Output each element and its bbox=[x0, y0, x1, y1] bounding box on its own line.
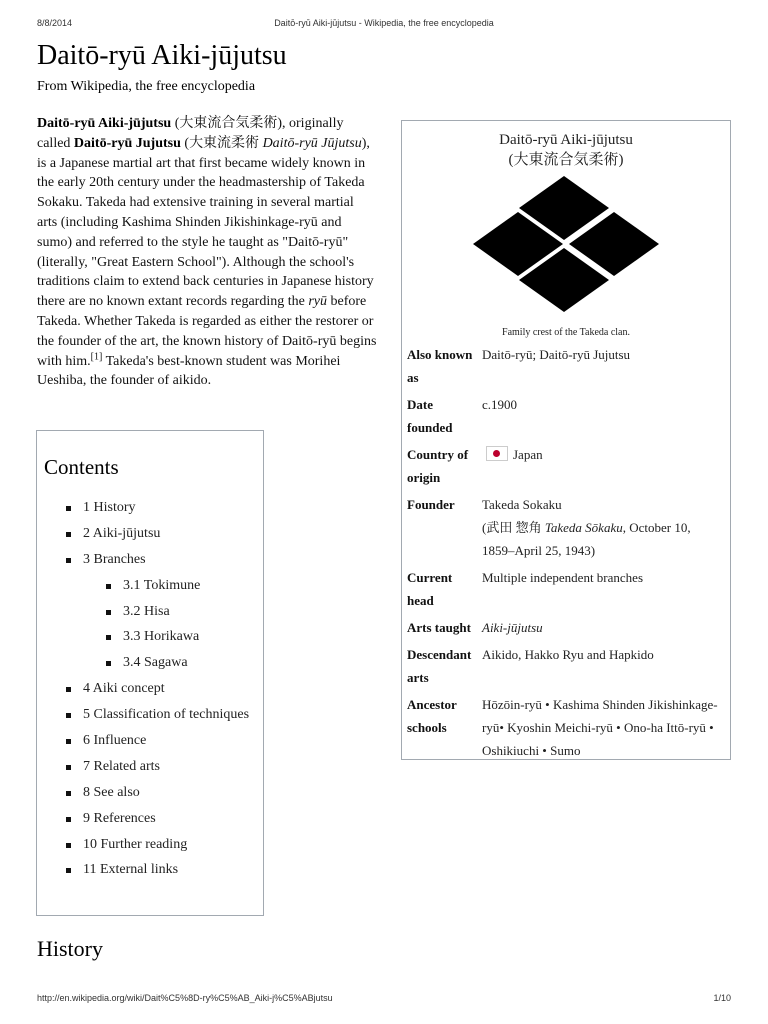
toc-item-further-reading[interactable]: 10 Further reading bbox=[37, 835, 263, 861]
infobox-value bbox=[481, 616, 725, 643]
infobox-title bbox=[402, 130, 730, 170]
toc-item-tokimune[interactable]: 3.1 Tokimune bbox=[37, 576, 263, 602]
toc-list bbox=[37, 498, 263, 886]
page-title: Daitō-ryū Aiki-jūjutsu bbox=[37, 40, 287, 71]
toc-item-horikawa[interactable]: 3.3 Horikawa bbox=[37, 627, 263, 653]
infobox-value: Hōzōin-ryū • Kashima Shinden Jikishinkage-ryū• Kyoshin Meichi-ryū • Ono-ha Ittō-ryū • Oshikiuchi • Sumo bbox=[482, 697, 718, 758]
infobox-row-aka bbox=[407, 343, 725, 393]
intro-text: ( bbox=[180, 135, 190, 151]
intro-native-name: 大東流合気柔術 bbox=[179, 116, 278, 131]
infobox-value: Multiple independent branches bbox=[482, 570, 644, 585]
infobox-value: Aikido, Hakko Ryu and Hapkido bbox=[482, 647, 654, 662]
intro-ryu-term: ryū bbox=[308, 294, 328, 310]
citation-link-1[interactable]: [1] bbox=[90, 350, 103, 362]
infobox bbox=[401, 120, 731, 760]
toc-item-sagawa[interactable]: 3.4 Sagawa bbox=[37, 653, 263, 679]
print-url: http://en.wikipedia.org/wiki/Dait%C5%8D-ry%C5%AB_Aiki-j%C5%ABjutsu bbox=[37, 993, 333, 1003]
toc-item-hisa[interactable]: 3.2 Hisa bbox=[37, 602, 263, 628]
intro-native-alt-name: 大東流柔術 bbox=[189, 135, 260, 151]
infobox-value: c.1900 bbox=[482, 397, 518, 412]
infobox-row-country bbox=[407, 443, 725, 493]
toc-item-related-arts[interactable]: 7 Related arts bbox=[37, 757, 263, 783]
infobox-row-founder bbox=[407, 493, 725, 566]
crest-caption: Family crest of the Takeda clan. bbox=[502, 327, 630, 338]
intro-text: ( bbox=[171, 116, 180, 131]
infobox-label: Arts taught bbox=[407, 620, 471, 635]
toc-item-classification[interactable]: 5 Classification of techniques bbox=[37, 705, 263, 731]
infobox-table bbox=[407, 343, 725, 766]
infobox-row-arts bbox=[407, 616, 725, 643]
table-of-contents bbox=[36, 430, 264, 916]
japan-flag-icon bbox=[486, 446, 508, 461]
intro-romanized-alt-name: Daitō-ryū Jūjutsu bbox=[262, 135, 362, 151]
toc-item-see-also[interactable]: 8 See also bbox=[37, 783, 263, 809]
founder-romanized: Takeda Sōkaku bbox=[544, 520, 623, 535]
toc-item-external-links[interactable]: 11 External links bbox=[37, 860, 263, 886]
intro-bold-title: Daitō-ryū Aiki-jūjutsu bbox=[37, 116, 172, 131]
toc-item-aiki-concept[interactable]: 4 Aiki concept bbox=[37, 679, 263, 705]
intro-text: ), originally called bbox=[37, 116, 344, 151]
infobox-label: Also known as bbox=[407, 347, 473, 385]
founder-dates: , October 10, 1859–April 25, 1943) bbox=[482, 520, 691, 558]
country-link[interactable]: Japan bbox=[513, 447, 543, 462]
print-page-number: 1/10 bbox=[713, 993, 731, 1003]
intro-bold-alt-name: Daitō-ryū Jujutsu bbox=[73, 135, 181, 151]
infobox-title-name: Daitō-ryū Aiki-jūjutsu bbox=[499, 132, 633, 148]
founder-native: (武田 惣角 bbox=[482, 520, 545, 535]
toc-heading: Contents bbox=[44, 455, 119, 479]
infobox-row-founded bbox=[407, 393, 725, 443]
print-date: 8/8/2014 bbox=[37, 18, 73, 28]
arts-taught-value: Aiki-jūjutsu bbox=[482, 620, 543, 635]
infobox-title-native: (大東流合気柔術) bbox=[508, 152, 624, 168]
infobox-label: Ancestor schools bbox=[407, 697, 457, 735]
print-title: Daitō-ryū Aiki-jūjutsu - Wikipedia, the free encyclopedia bbox=[274, 18, 494, 28]
intro-paragraph bbox=[37, 114, 377, 391]
founder-detail bbox=[482, 516, 725, 562]
infobox-label: Current head bbox=[407, 570, 453, 608]
infobox-label: Date founded bbox=[407, 397, 453, 435]
infobox-row-descendant bbox=[407, 643, 725, 693]
infobox-row-ancestor bbox=[407, 693, 725, 766]
page-subtitle: From Wikipedia, the free encyclopedia bbox=[37, 79, 256, 94]
toc-item-branches[interactable]: 3 Branches bbox=[37, 550, 263, 576]
infobox-value: Daitō-ryū; Daitō-ryū Jujutsu bbox=[482, 347, 631, 362]
toc-item-history[interactable]: 1 History bbox=[37, 498, 263, 524]
section-heading-history: History bbox=[37, 936, 103, 961]
infobox-value bbox=[481, 443, 725, 493]
founder-link[interactable]: Takeda Sokaku bbox=[482, 497, 562, 512]
intro-text: Takeda's best-known student was Morihei Ueshiba, the founder of aikido. bbox=[37, 353, 341, 389]
infobox-label: Founder bbox=[407, 497, 455, 512]
intro-text: before Takeda. Whether Takeda is regarded as either the restorer or the founder of the art, the known history of Daitō-ryū begins with him. bbox=[37, 294, 377, 369]
takeda-crest-image[interactable] bbox=[464, 172, 668, 324]
toc-item-aiki-jujutsu[interactable]: 2 Aiki-jūjutsu bbox=[37, 524, 263, 550]
infobox-label: Country of origin bbox=[407, 447, 469, 485]
intro-text: ), is a Japanese martial art that first became widely known in the early 20th century under the headmastership of Takeda Sokaku. Takeda had extensive training in several martial arts (including Kashima Shinden Jikishinkage-ryū and sumo) and referred to the style he taught as "Daitō-ryū" (literally, "Great Eastern School"). Although the school's traditions claim to extend back centuries in Japanese history there are no known extant records regarding the bbox=[37, 135, 374, 310]
infobox-row-head bbox=[407, 566, 725, 616]
toc-item-references[interactable]: 9 References bbox=[37, 809, 263, 835]
infobox-value bbox=[481, 493, 725, 566]
infobox-label: Descendant arts bbox=[407, 647, 472, 685]
toc-item-influence[interactable]: 6 Influence bbox=[37, 731, 263, 757]
